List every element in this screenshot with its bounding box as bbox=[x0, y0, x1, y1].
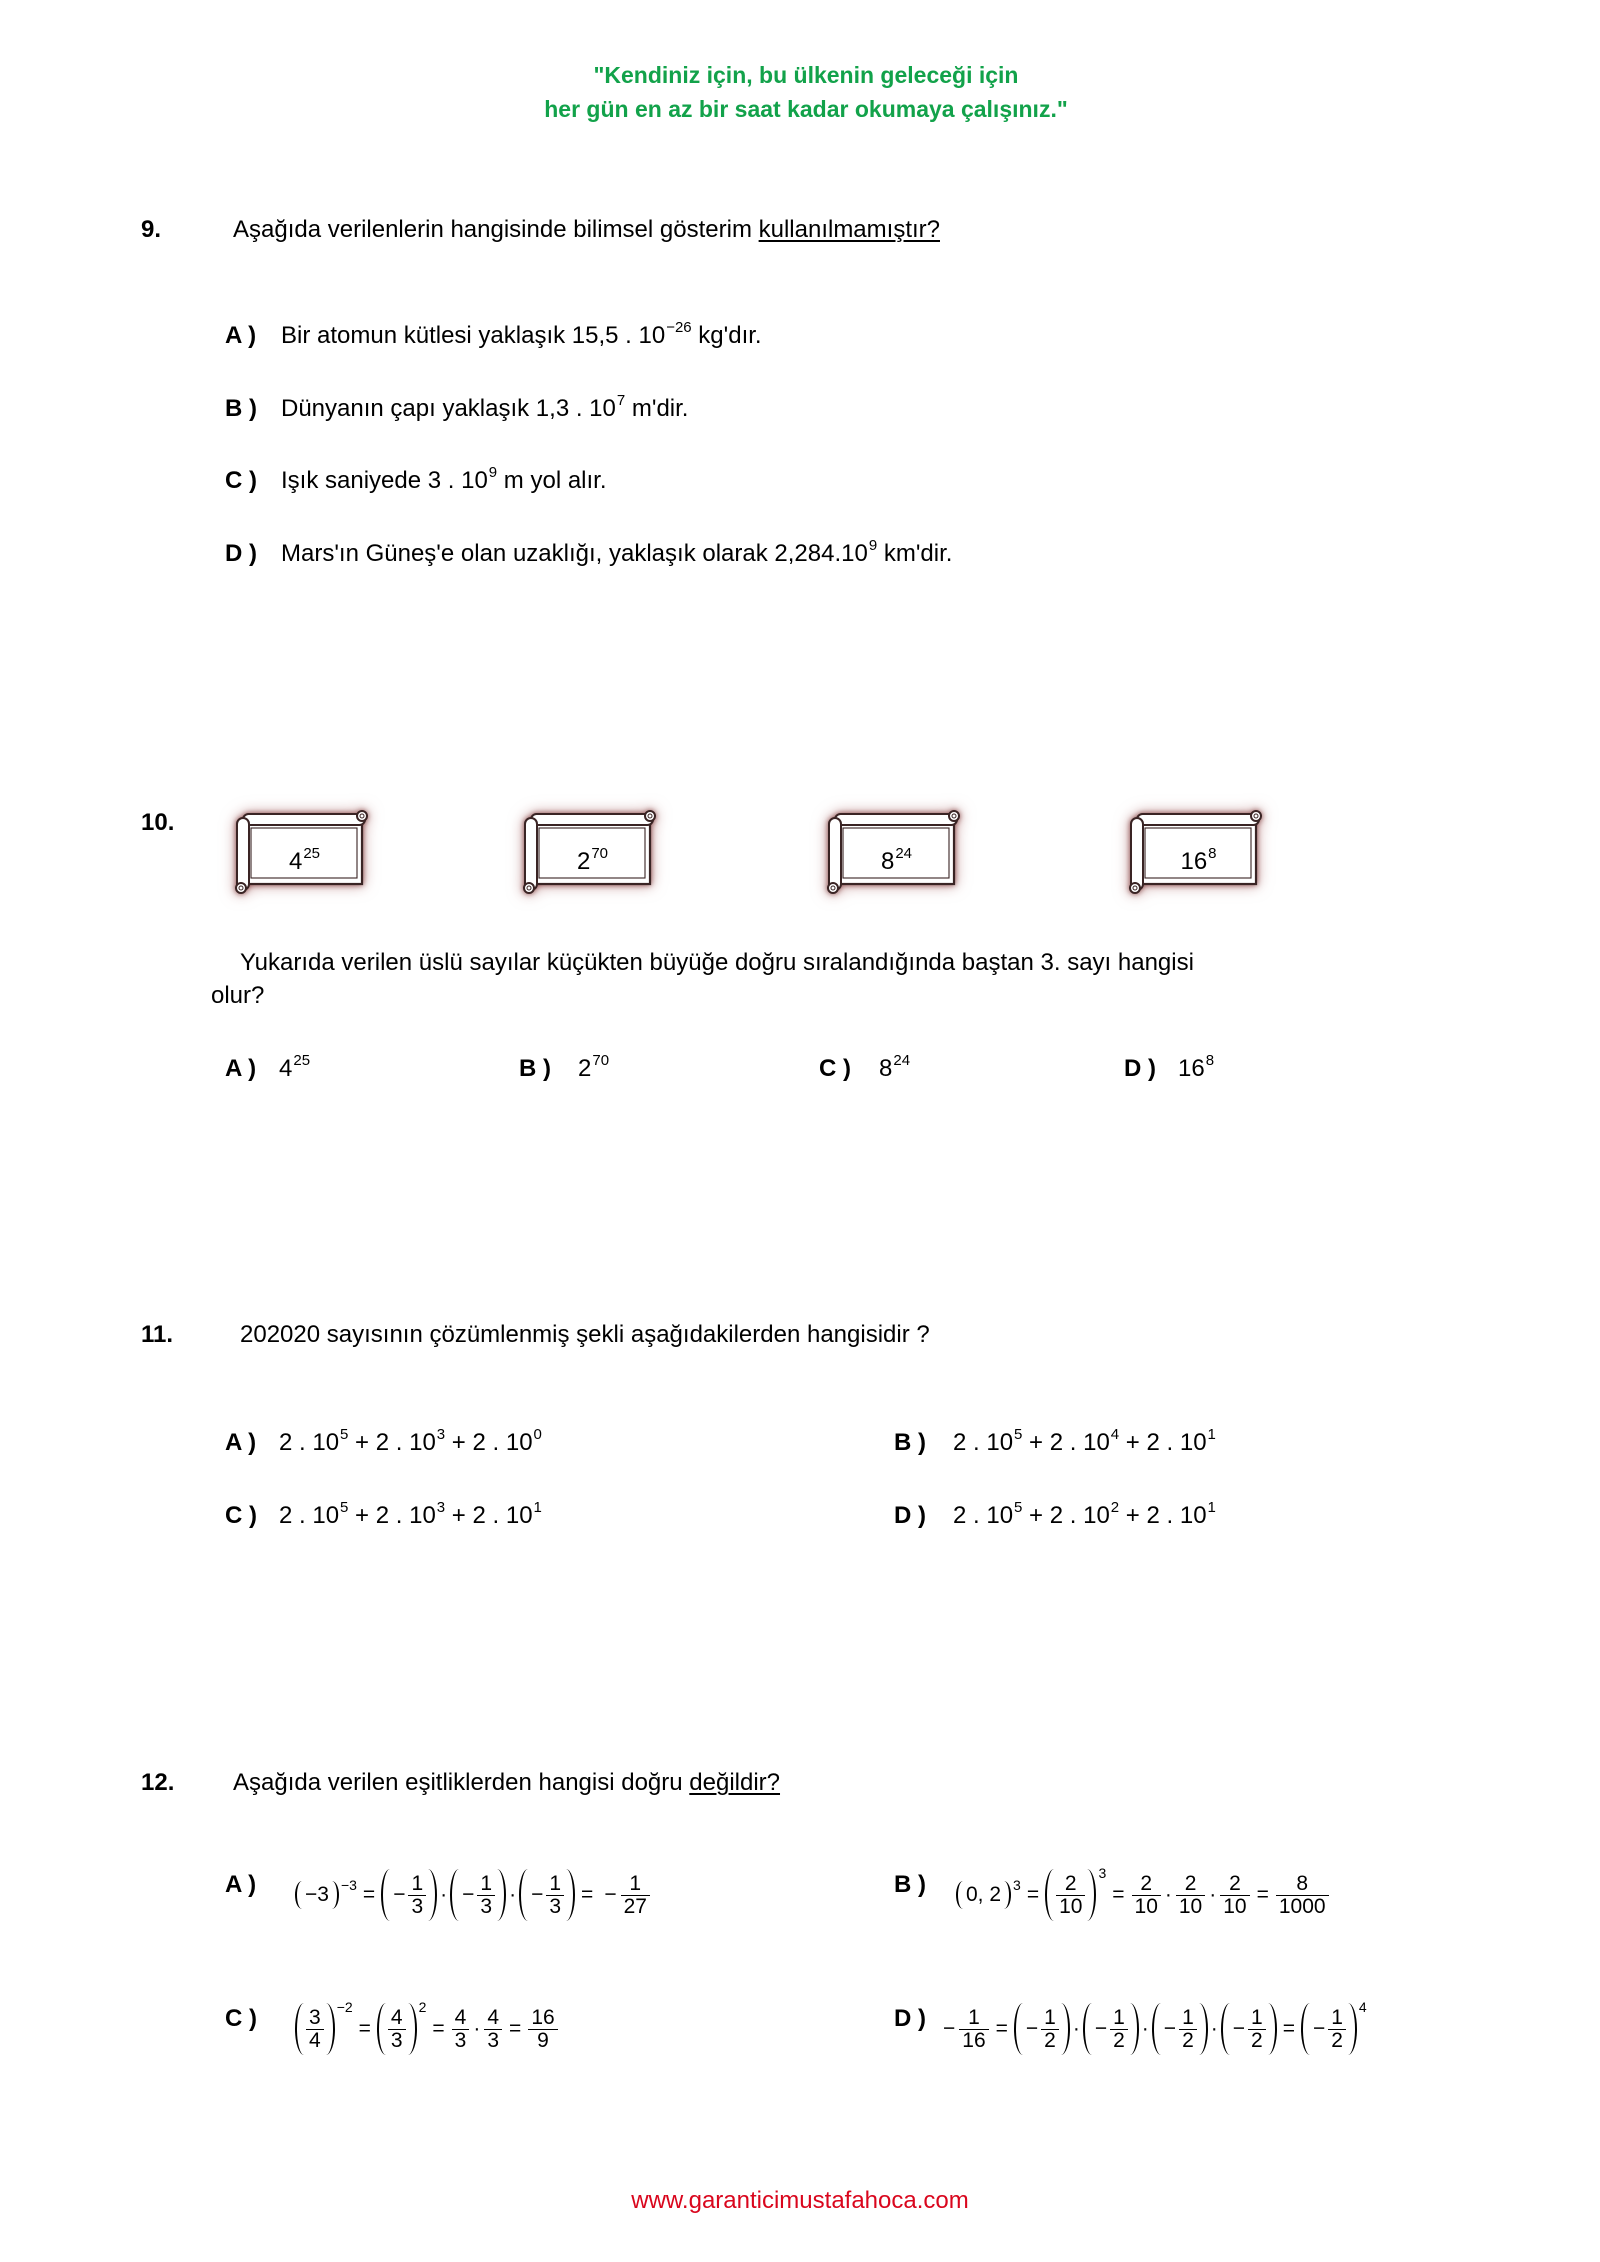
q10-option-c bbox=[819, 1053, 910, 1085]
fraction-numerator: 1 bbox=[968, 2005, 980, 2029]
math-operator: − bbox=[943, 2017, 956, 2040]
paren-content bbox=[1055, 1873, 1086, 1918]
paren-group bbox=[1083, 2003, 1139, 2055]
fraction bbox=[959, 2007, 988, 2052]
scroll-value bbox=[840, 846, 953, 878]
left-paren bbox=[381, 1869, 390, 1921]
term-text: + 2 . 10 bbox=[1119, 1429, 1207, 1456]
fraction-numerator: 1 bbox=[629, 1871, 642, 1895]
math-text: − bbox=[1025, 2017, 1039, 2040]
q12-option-b-label bbox=[894, 1869, 926, 1901]
fraction bbox=[452, 2007, 470, 2052]
right-paren bbox=[566, 1869, 575, 1921]
fraction-numerator: 16 bbox=[531, 2005, 555, 2029]
fraction-denominator: 3 bbox=[549, 1894, 562, 1918]
right-paren bbox=[332, 1881, 339, 1909]
fraction-numerator: 4 bbox=[487, 2005, 500, 2029]
fraction bbox=[1132, 1873, 1161, 1918]
math-operator: = bbox=[1112, 1883, 1125, 1906]
paren-content bbox=[1231, 2007, 1267, 2052]
q10-option-d bbox=[1124, 1053, 1214, 1085]
fraction bbox=[546, 1873, 564, 1918]
exponent: 1 bbox=[1207, 1499, 1216, 1516]
paren-group bbox=[1045, 1865, 1107, 1921]
scroll-card-2 bbox=[519, 808, 659, 896]
scroll-card-4 bbox=[1125, 808, 1265, 896]
left-paren bbox=[1045, 1869, 1054, 1921]
term-text: + 2 . 10 bbox=[1022, 1502, 1110, 1529]
fraction bbox=[1176, 1873, 1205, 1918]
term-text: + 2 . 10 bbox=[348, 1502, 436, 1529]
option-label: C ) bbox=[819, 1055, 851, 1082]
math-operator: · bbox=[509, 1883, 517, 1906]
math-operator: · bbox=[473, 2017, 481, 2040]
exponent: 0 bbox=[533, 1426, 542, 1443]
q11-option-d bbox=[894, 1500, 1216, 1532]
paren-content bbox=[305, 2007, 325, 2052]
option-label: C ) bbox=[225, 2005, 257, 2032]
question-text-main: Aşağıda verilenlerin hangisinde bilimsel gösterim bbox=[233, 216, 759, 243]
math-operator: · bbox=[1164, 1883, 1172, 1906]
left-paren bbox=[295, 2003, 304, 2055]
q9-option-b bbox=[225, 393, 688, 425]
fraction-numerator: 1 bbox=[480, 1871, 493, 1895]
paren-group bbox=[450, 1869, 506, 1921]
left-paren bbox=[956, 1881, 963, 1909]
fraction-denominator: 2 bbox=[1044, 2028, 1056, 2052]
fraction-denominator: 10 bbox=[1178, 1894, 1203, 1918]
option-label: A ) bbox=[225, 322, 257, 349]
exponent: 8 bbox=[1208, 845, 1217, 862]
paren-group bbox=[295, 1877, 357, 1909]
math-text: − bbox=[393, 1883, 406, 1906]
exponent: 2 bbox=[1110, 1499, 1120, 1516]
right-paren bbox=[1004, 1881, 1011, 1909]
question-number: 10. bbox=[141, 809, 175, 836]
question-text-emphasis: kullanılmamıştır? bbox=[758, 216, 940, 243]
math-operator: · bbox=[440, 1883, 448, 1906]
fraction-numerator: 1 bbox=[1044, 2005, 1056, 2029]
question-number: 12. bbox=[141, 1769, 175, 1796]
exponent: 1 bbox=[1207, 1426, 1216, 1443]
paren-group bbox=[381, 1869, 437, 1921]
option-label: B ) bbox=[519, 1055, 551, 1082]
exponent: 9 bbox=[868, 537, 878, 554]
q12-option-a-label bbox=[225, 1869, 256, 1901]
math-operator: = bbox=[995, 2017, 1008, 2040]
math-operator: = bbox=[581, 1883, 594, 1906]
question-text-main: Aşağıda verilen eşitliklerden hangisi doğru bbox=[233, 1769, 690, 1796]
right-paren bbox=[1061, 2003, 1070, 2055]
base: 4 bbox=[279, 1055, 293, 1082]
exponent: 24 bbox=[893, 1052, 911, 1069]
scroll-card-3 bbox=[823, 808, 963, 896]
option-label: A ) bbox=[225, 1871, 257, 1898]
exponent: 8 bbox=[1205, 1052, 1215, 1069]
math-operator: = bbox=[362, 1883, 376, 1906]
fraction-numerator: 8 bbox=[1296, 1871, 1309, 1895]
left-paren bbox=[519, 1869, 528, 1921]
term-text: 2 . 10 bbox=[953, 1502, 1014, 1529]
right-paren bbox=[428, 1869, 437, 1921]
question-text: 202020 sayısının çözümlenmiş şekli aşağıdakilerden hangisidir ? bbox=[240, 1321, 930, 1348]
paren-content bbox=[964, 1884, 1003, 1906]
paren-content bbox=[1024, 2007, 1060, 2052]
paren-group bbox=[377, 1999, 427, 2055]
math-operator: · bbox=[1072, 2017, 1080, 2040]
paren-group bbox=[1301, 1999, 1367, 2055]
exponent: 4 bbox=[1110, 1426, 1120, 1443]
left-paren bbox=[1083, 2003, 1092, 2055]
question-text-emphasis: değildir? bbox=[689, 1769, 781, 1796]
fraction bbox=[1328, 2007, 1346, 2052]
math-text: − bbox=[1312, 2017, 1326, 2040]
q12-option-b-equation bbox=[956, 1865, 1330, 1925]
scroll-card-1 bbox=[231, 808, 371, 896]
exponent: 70 bbox=[592, 1052, 610, 1069]
fraction bbox=[1179, 2007, 1197, 2052]
base: 8 bbox=[879, 1055, 893, 1082]
term-text: + 2 . 10 bbox=[445, 1502, 533, 1529]
base: 2 bbox=[578, 1055, 592, 1082]
base: 16 bbox=[1178, 1055, 1205, 1082]
option-text-after: m'dir. bbox=[625, 395, 689, 422]
fraction bbox=[1056, 1873, 1085, 1918]
left-paren bbox=[295, 1881, 302, 1909]
math-operator: = bbox=[509, 2017, 522, 2040]
q9-option-c bbox=[225, 465, 607, 497]
option-text-after: kg'dır. bbox=[691, 322, 762, 349]
base: 16 bbox=[1180, 848, 1208, 875]
option-label: D ) bbox=[894, 1502, 926, 1529]
fraction bbox=[484, 2007, 502, 2052]
fraction-denominator: 16 bbox=[962, 2028, 986, 2052]
fraction-denominator: 10 bbox=[1059, 1894, 1083, 1918]
fraction bbox=[306, 2007, 324, 2052]
option-text-after: m yol alır. bbox=[497, 467, 607, 494]
math-text: − bbox=[1163, 2017, 1177, 2040]
option-label: C ) bbox=[225, 467, 257, 494]
fraction-denominator: 10 bbox=[1223, 1894, 1247, 1918]
q10-option-a bbox=[225, 1053, 310, 1085]
fraction-numerator: 2 bbox=[1229, 1871, 1241, 1895]
fraction-denominator: 2 bbox=[1331, 2028, 1343, 2052]
fraction-denominator: 3 bbox=[454, 2028, 467, 2052]
scroll-value bbox=[248, 846, 361, 878]
fraction-numerator: 3 bbox=[309, 2005, 321, 2029]
paren-group bbox=[295, 1999, 353, 2055]
option-label: A ) bbox=[225, 1055, 257, 1082]
option-text-before: Mars'ın Güneş'e olan uzaklığı, yaklaşık olarak 2,284.10 bbox=[281, 540, 868, 567]
exponent: 25 bbox=[293, 1052, 311, 1069]
math-operator: · bbox=[1141, 2017, 1149, 2040]
math-operator: · bbox=[1210, 2017, 1218, 2040]
exponent: 5 bbox=[1014, 1426, 1023, 1443]
math-operator: · bbox=[1209, 1883, 1217, 1906]
fraction-numerator: 4 bbox=[390, 2005, 403, 2029]
option-label: C ) bbox=[225, 1502, 257, 1529]
option-text-before: Dünyanın çapı yaklaşık 1,3 . 10 bbox=[281, 395, 616, 422]
left-paren bbox=[1152, 2003, 1161, 2055]
exponent: 5 bbox=[340, 1499, 349, 1516]
exponent: −3 bbox=[340, 1877, 357, 1893]
paren-group bbox=[956, 1877, 1021, 1909]
fraction-numerator: 1 bbox=[1182, 2005, 1194, 2029]
paren-content bbox=[1162, 2007, 1198, 2052]
exponent: 2 bbox=[418, 1999, 427, 2015]
paren-group bbox=[1221, 2003, 1277, 2055]
math-operator: = bbox=[1026, 1883, 1040, 1906]
paren-group bbox=[1152, 2003, 1208, 2055]
option-text-before: Işık saniyede 3 . 10 bbox=[281, 467, 488, 494]
math-operator: = bbox=[358, 2017, 371, 2040]
fraction-denominator: 3 bbox=[487, 2028, 500, 2052]
paren-group bbox=[1014, 2003, 1070, 2055]
right-paren bbox=[1087, 1869, 1096, 1921]
option-text-before: Bir atomun kütlesi yaklaşık 15,5 . 10 bbox=[281, 322, 666, 349]
scroll-value bbox=[536, 846, 649, 878]
option-label: B ) bbox=[225, 395, 257, 422]
paren-content bbox=[1311, 2007, 1347, 2052]
question-number: 11. bbox=[141, 1321, 174, 1348]
base: 4 bbox=[288, 848, 303, 875]
fraction-denominator: 3 bbox=[480, 1894, 493, 1918]
fraction-denominator: 3 bbox=[390, 2028, 403, 2052]
base: 2 bbox=[576, 848, 591, 875]
fraction bbox=[1110, 2007, 1128, 2052]
fraction-numerator: 1 bbox=[549, 1871, 562, 1895]
paren-content bbox=[303, 1884, 331, 1906]
left-paren bbox=[1014, 2003, 1023, 2055]
motto-line-2: her gün en az bir saat kadar okumaya çalışınız." bbox=[544, 96, 1068, 122]
q12-option-c-label bbox=[225, 2003, 257, 2035]
question-number: 9. bbox=[141, 216, 162, 243]
exponent: 3 bbox=[1098, 1865, 1107, 1881]
math-operator: = bbox=[432, 2017, 445, 2040]
question-text-line-2: olur? bbox=[211, 982, 265, 1009]
fraction-denominator: 3 bbox=[411, 1894, 424, 1918]
option-label: B ) bbox=[894, 1429, 926, 1456]
fraction-denominator: 10 bbox=[1134, 1894, 1158, 1918]
math-text: − bbox=[1094, 2017, 1108, 2040]
math-operator: − bbox=[604, 1883, 617, 1906]
q11-option-c bbox=[225, 1500, 542, 1532]
left-paren bbox=[1301, 2003, 1310, 2055]
exponent: 7 bbox=[616, 392, 626, 409]
question-text-line-1: Yukarıda verilen üslü sayılar küçükten büyüğe doğru sıralandığında baştan 3. sayı hangisi bbox=[240, 949, 1194, 976]
math-text: − bbox=[531, 1883, 544, 1906]
paren-content bbox=[391, 1873, 427, 1918]
exponent: 5 bbox=[340, 1426, 349, 1443]
term-text: 2 . 10 bbox=[953, 1429, 1014, 1456]
term-text: + 2 . 10 bbox=[348, 1429, 436, 1456]
term-text: 2 . 10 bbox=[279, 1502, 340, 1529]
fraction-numerator: 2 bbox=[1140, 1871, 1153, 1895]
exponent: 3 bbox=[436, 1426, 446, 1443]
fraction-denominator: 2 bbox=[1251, 2028, 1263, 2052]
fraction-denominator: 9 bbox=[537, 2028, 549, 2052]
option-label: B ) bbox=[894, 1871, 926, 1898]
term-text: + 2 . 10 bbox=[445, 1429, 533, 1456]
fraction-numerator: 2 bbox=[1184, 1871, 1197, 1895]
right-paren bbox=[1130, 2003, 1139, 2055]
fraction bbox=[1276, 1873, 1329, 1918]
fraction-denominator: 4 bbox=[309, 2028, 321, 2052]
fraction-numerator: 4 bbox=[454, 2005, 467, 2029]
math-operator: = bbox=[1282, 2017, 1295, 2040]
fraction bbox=[1041, 2007, 1059, 2052]
fraction bbox=[1220, 1873, 1249, 1918]
exponent: −26 bbox=[666, 319, 692, 336]
left-paren bbox=[377, 2003, 386, 2055]
fraction bbox=[1248, 2007, 1266, 2052]
q10-option-b bbox=[519, 1053, 609, 1085]
base: 8 bbox=[880, 848, 895, 875]
motto-header bbox=[6, 58, 1600, 126]
fraction-numerator: 1 bbox=[1331, 2005, 1343, 2029]
paren-content bbox=[529, 1873, 565, 1918]
exponent: 70 bbox=[591, 845, 609, 862]
q11-option-b bbox=[894, 1427, 1216, 1459]
math-text: 0, 2 bbox=[966, 1883, 1002, 1906]
q12-option-d-equation bbox=[938, 1999, 1367, 2059]
term-text: + 2 . 10 bbox=[1022, 1429, 1110, 1456]
right-paren bbox=[1268, 2003, 1277, 2055]
q9-option-a bbox=[225, 320, 762, 352]
website-url: www.garanticimustafahoca.com bbox=[631, 2187, 969, 2214]
right-paren bbox=[1199, 2003, 1208, 2055]
motto-line-1: "Kendiniz için, bu ülkenin geleceği için bbox=[593, 62, 1019, 88]
option-label: D ) bbox=[894, 2005, 926, 2032]
paren-content bbox=[387, 2007, 407, 2052]
exponent: −2 bbox=[336, 1999, 353, 2015]
fraction-numerator: 1 bbox=[1113, 2005, 1125, 2029]
fraction-denominator: 1000 bbox=[1278, 1894, 1326, 1918]
exponent: 25 bbox=[303, 845, 321, 862]
exponent: 9 bbox=[488, 464, 498, 481]
fraction-denominator: 2 bbox=[1113, 2028, 1125, 2052]
math-text: −3 bbox=[305, 1883, 329, 1906]
fraction bbox=[477, 1873, 495, 1918]
math-operator: = bbox=[1256, 1883, 1269, 1906]
term-text: + 2 . 10 bbox=[1119, 1502, 1207, 1529]
math-text: − bbox=[1232, 2017, 1246, 2040]
fraction-denominator: 27 bbox=[623, 1894, 647, 1918]
paren-content bbox=[1093, 2007, 1129, 2052]
question-text bbox=[233, 214, 940, 246]
scroll-value bbox=[1142, 846, 1255, 878]
fraction bbox=[408, 1873, 426, 1918]
exponent: 3 bbox=[436, 1499, 446, 1516]
exponent: 3 bbox=[1013, 1877, 1021, 1893]
right-paren bbox=[326, 2003, 335, 2055]
option-text-after: km'dir. bbox=[877, 540, 953, 567]
paren-content bbox=[460, 1873, 496, 1918]
math-text: − bbox=[462, 1883, 475, 1906]
paren-group bbox=[519, 1869, 575, 1921]
fraction bbox=[388, 2007, 406, 2052]
exponent: 4 bbox=[1358, 1999, 1367, 2015]
option-label: A ) bbox=[225, 1429, 257, 1456]
right-paren bbox=[497, 1869, 506, 1921]
q12-option-d-label bbox=[894, 2003, 926, 2035]
q11-option-a bbox=[225, 1427, 542, 1459]
question-text bbox=[233, 1767, 780, 1799]
exponent: 5 bbox=[1014, 1499, 1023, 1516]
fraction-numerator: 1 bbox=[411, 1871, 424, 1895]
fraction-numerator: 1 bbox=[1251, 2005, 1263, 2029]
right-paren bbox=[408, 2003, 417, 2055]
left-paren bbox=[450, 1869, 459, 1921]
fraction bbox=[621, 1873, 650, 1918]
fraction bbox=[528, 2007, 557, 2052]
fraction-denominator: 2 bbox=[1182, 2028, 1194, 2052]
exponent: 1 bbox=[533, 1499, 542, 1516]
left-paren bbox=[1221, 2003, 1230, 2055]
option-label: D ) bbox=[1124, 1055, 1156, 1082]
q12-option-c-equation bbox=[295, 1999, 559, 2059]
fraction-numerator: 2 bbox=[1064, 1871, 1077, 1895]
option-label: D ) bbox=[225, 540, 257, 567]
q12-option-a-equation bbox=[295, 1865, 651, 1925]
exponent: 24 bbox=[895, 845, 913, 862]
q9-option-d bbox=[225, 538, 952, 570]
right-paren bbox=[1348, 2003, 1357, 2055]
term-text: 2 . 10 bbox=[279, 1429, 340, 1456]
